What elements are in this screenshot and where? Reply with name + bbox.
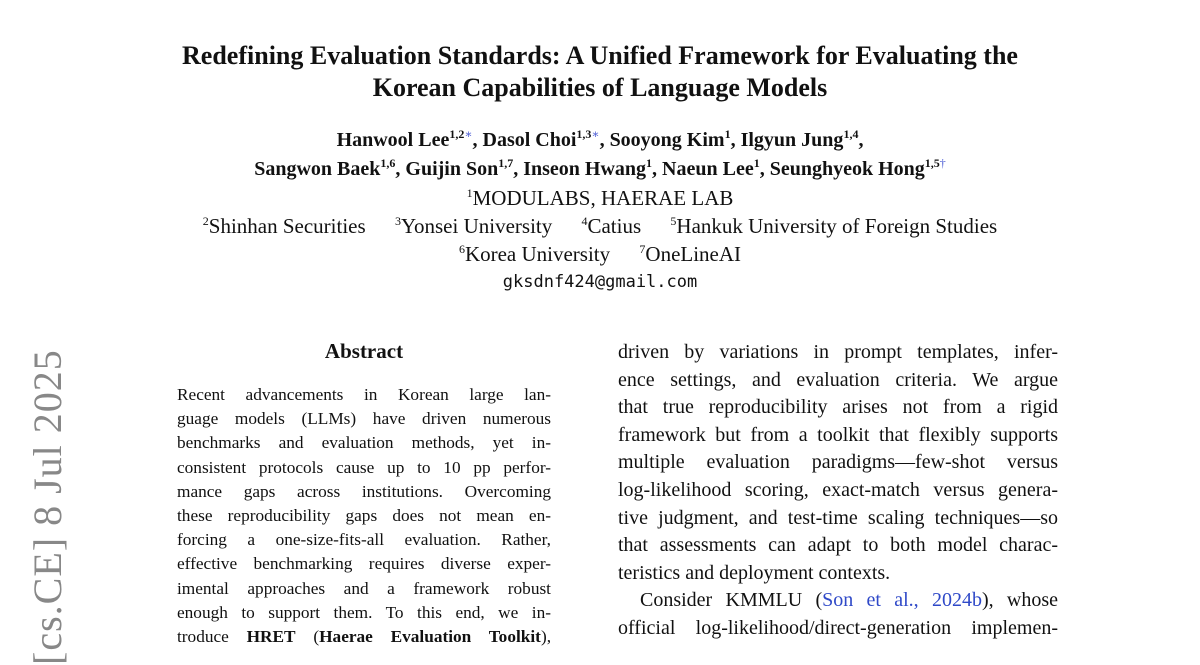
body-line: multiple evaluation paradigms—few-shot versus: [618, 451, 1058, 474]
author-separator: ,: [513, 158, 524, 180]
title-line-2: Korean Capabilities of Language Models: [372, 73, 828, 102]
abstract-line: mance gaps across institutions. Overcoming: [177, 481, 551, 501]
body-line: teristics and deployment contexts.: [618, 561, 891, 584]
author-name: Naeun Lee: [662, 158, 754, 180]
author-separator: ,: [395, 158, 406, 180]
abstract-line: forcing a one-size-fits-all evaluation. Rather,: [177, 530, 551, 550]
author-name: Inseon Hwang: [523, 158, 647, 180]
body-line: framework but from a toolkit that flexibly supports: [618, 423, 1058, 446]
body-line-citation: [618, 587, 1058, 615]
author-affil-sup: 1,3: [576, 127, 592, 141]
affiliation-line-1: [100, 184, 1100, 212]
abstract-line-hret: [177, 625, 551, 649]
paper-title: [100, 40, 1100, 104]
author-affil-sup: 1: [724, 127, 731, 141]
author-name: Sooyong Kim: [609, 129, 725, 151]
affiliation: Korea University: [464, 242, 611, 266]
body-line: driven by variations in prompt templates, infer-: [618, 341, 1058, 363]
author-affil-sup: 1,4: [843, 127, 859, 141]
corresponding-author-mark: †: [939, 156, 946, 170]
author-name: Sangwon Baek: [254, 158, 381, 180]
author-name: Guijin Son: [405, 158, 499, 180]
body-text: ), whose: [981, 589, 1058, 612]
abstract-text: ),: [540, 626, 552, 646]
author-affil-sup: 1,5: [924, 156, 940, 170]
abstract-line: benchmarks and evaluation methods, yet in-: [177, 433, 551, 453]
abstract-line: Recent advancements in Korean large lan-: [177, 385, 551, 404]
body-text: Consider KMMLU (: [640, 589, 823, 612]
affiliation-line-3: [100, 240, 1100, 268]
author-separator: ,: [730, 129, 741, 151]
author-separator: ,: [472, 129, 483, 151]
abstract-line: these reproducibility gaps does not mean en-: [177, 505, 551, 525]
abstract-heading: Abstract: [324, 339, 404, 363]
affil-sup: 7: [639, 242, 646, 256]
author-line-1: [100, 126, 1100, 155]
title-line-1: Redefining Evaluation Standards: A Unified Framework for Evaluating the: [182, 41, 1018, 70]
author-affil-sup: 1: [646, 156, 653, 170]
body-line: log-likelihood scoring, exact-match versus genera-: [618, 478, 1058, 501]
author-email[interactable]: gksdnf424@gmail.com: [502, 272, 698, 292]
author-name: Dasol Choi: [482, 129, 577, 151]
affiliation: OneLineAI: [645, 242, 742, 266]
affil-sup: 4: [581, 214, 588, 228]
affiliation: MODULABS, HAERAE LAB: [472, 186, 734, 210]
body-line: that true reproducibility arises not from a rigid: [618, 396, 1058, 419]
author-name: Hanwool Lee: [336, 129, 450, 151]
affiliation: Shinhan Securities: [208, 214, 366, 238]
author-affil-sup: 1,2: [449, 127, 465, 141]
abstract-line: enough to support them. To this end, we in-: [177, 602, 551, 622]
author-affil-sup: 1,7: [498, 156, 514, 170]
author-affil-sup: 1: [753, 156, 760, 170]
author-affil-sup: 1,6: [380, 156, 396, 170]
abstract-line: consistent protocols cause up to 10 pp perfor-: [177, 457, 551, 477]
affil-sup: 6: [458, 242, 465, 256]
abstract-line: imental approaches and a framework robust: [177, 578, 551, 598]
abstract-body: [177, 383, 551, 649]
abstract-text: (: [295, 626, 320, 646]
abstract-text: troduce: [177, 626, 247, 646]
author-separator: ,: [858, 129, 864, 151]
affiliation: Hankuk University of Foreign Studies: [676, 214, 998, 238]
affiliation-line-2: [100, 212, 1100, 240]
body-line: official log-likelihood/direct-generation implemen-: [618, 616, 1058, 639]
affiliation: Yonsei University: [400, 214, 553, 238]
author-line-2: [100, 155, 1100, 184]
equal-contrib-mark: ∗: [591, 127, 600, 141]
affil-sup: 1: [466, 186, 473, 200]
affiliation: Catius: [587, 214, 642, 238]
author-name: Ilgyun Jung: [740, 129, 844, 151]
author-separator: ,: [652, 158, 663, 180]
author-separator: ,: [599, 129, 610, 151]
abstract-line: guage models (LLMs) have driven numerous: [177, 409, 551, 429]
affil-sup: 3: [394, 214, 401, 228]
body-line: ence settings, and evaluation criteria. We argue: [618, 368, 1058, 391]
equal-contrib-mark: ∗: [464, 127, 473, 141]
author-list: [100, 126, 1100, 184]
abstract-line: effective benchmarking requires diverse exper-: [177, 554, 551, 574]
citation-link[interactable]: Son et al., 2024b: [822, 589, 982, 612]
arxiv-stamp: [cs.CE] 8 Jul 2025: [25, 349, 70, 665]
hret-full-name: Haerae Evaluation Toolkit: [319, 626, 541, 646]
body-line: that assessments can adapt to both model charac-: [618, 534, 1058, 557]
body-line: tive judgment, and test-time scaling techniques—so: [618, 506, 1058, 529]
author-separator: ,: [759, 158, 770, 180]
affil-sup: 5: [670, 214, 677, 228]
body-right-column: [618, 339, 1058, 643]
affil-sup: 2: [202, 214, 209, 228]
author-name: Seunghyeok Hong: [769, 158, 925, 180]
affiliations: [100, 184, 1100, 268]
hret-name: HRET: [246, 626, 296, 646]
